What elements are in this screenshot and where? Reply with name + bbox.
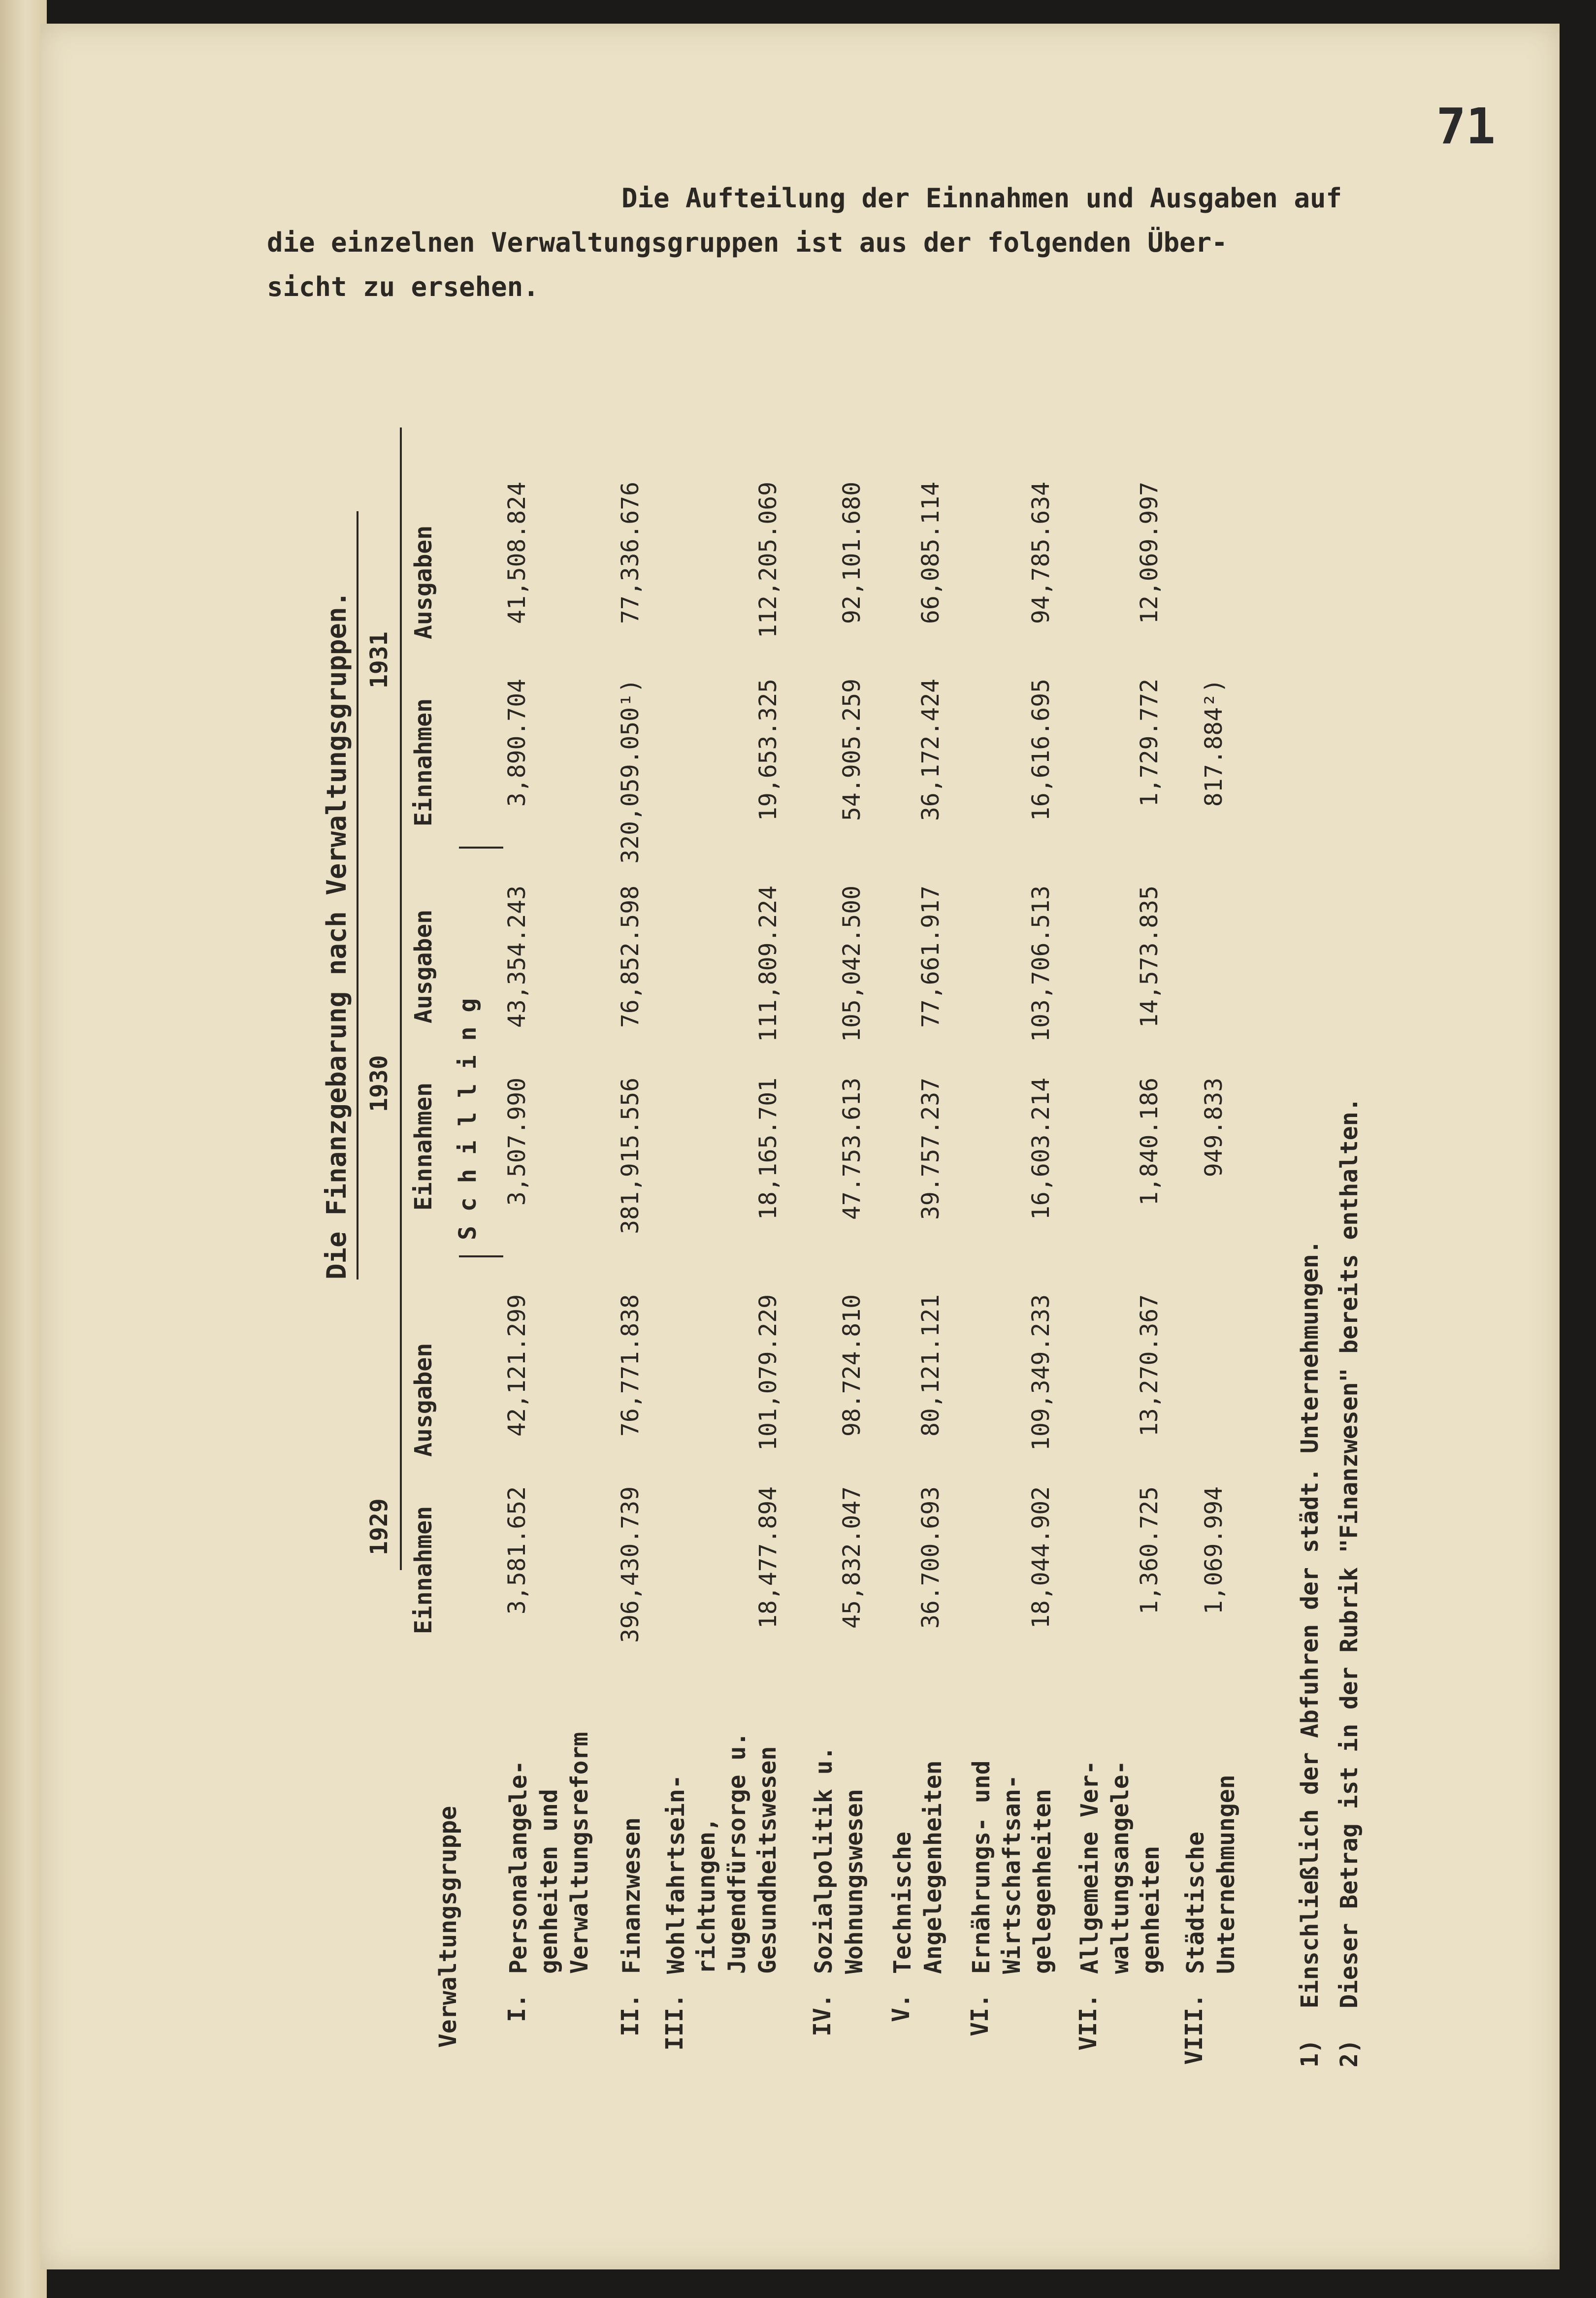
value-ausgaben-1930: 14,573.835: [1136, 886, 1163, 1028]
row-label: Finanzwesen: [618, 1817, 646, 1974]
value-einnahmen-1930: 949.833: [1200, 1078, 1228, 1178]
value-ausgaben-1930: 77,661.917: [917, 886, 945, 1028]
row-number: VIII.: [1180, 1994, 1208, 2065]
value-ausgaben-1929: 109,349.233: [1027, 1294, 1055, 1451]
value-einnahmen-1929: 18,044.902: [1027, 1486, 1055, 1629]
row-label: Personalangele- genheiten und Verwaltungsreform: [505, 1732, 593, 1974]
row-label: Sozialpolitik u. Wohnungswesen: [810, 1746, 868, 1974]
intro-line: sicht zu ersehen.: [267, 271, 539, 302]
intro-line: Die Aufteilung der Einnahmen und Ausgaben auf: [621, 183, 1342, 214]
column-header-group: Verwaltungsgruppe: [434, 1806, 462, 2048]
row-number: IV.: [809, 1994, 836, 2036]
row-number: VII.: [1075, 1994, 1102, 2051]
value-einnahmen-1929: 3,581.652: [503, 1486, 531, 1615]
value-ausgaben-1931: 41,508.824: [503, 482, 531, 624]
header-einnahmen-1929: Einnahmen: [410, 1506, 437, 1634]
value-ausgaben-1929: 13,270.367: [1136, 1294, 1163, 1437]
value-einnahmen-1930: 39.757.237: [917, 1078, 945, 1220]
document-page: [40, 24, 1560, 2269]
footnote-number: 2): [1335, 2039, 1363, 2068]
row-label: Städtische Unternehmungen: [1182, 1774, 1240, 1974]
value-ausgaben-1929: 76,771.838: [617, 1294, 644, 1437]
value-einnahmen-1929: 1,069.994: [1200, 1486, 1228, 1615]
row-number: II.: [617, 1994, 644, 2036]
value-einnahmen-1930: 47.753.613: [838, 1078, 866, 1220]
value-einnahmen-1931: 54.905.259: [838, 679, 866, 821]
row-number: I.: [503, 1994, 531, 2022]
finance-table: [321, 423, 1424, 2068]
value-ausgaben-1930: 43,354.243: [503, 886, 531, 1028]
page-number: 71: [1436, 98, 1496, 155]
value-ausgaben-1931: 92,101.680: [838, 482, 866, 624]
value-ausgaben-1931: 77,336.676: [617, 482, 644, 624]
value-einnahmen-1931: 16,616.695: [1027, 679, 1055, 821]
header-ausgaben-1930: Ausgaben: [410, 909, 437, 1023]
header-ausgaben-1931: Ausgaben: [410, 525, 437, 639]
row-label: Ernährungs- und Wirtschaftsan- gelegenheiten: [968, 1760, 1056, 1974]
intro-paragraph: [267, 176, 1528, 309]
footnote: [1335, 1098, 1363, 2068]
value-einnahmen-1930: 18,165.701: [754, 1078, 782, 1220]
value-einnahmen-1931: 320,059.050¹): [617, 679, 644, 864]
table-title: Die Finanzgebarung nach Verwaltungsgruppen.: [321, 591, 352, 1280]
footnote-number: 1): [1296, 2039, 1324, 2068]
value-ausgaben-1931: 12,069.997: [1136, 482, 1163, 624]
row-number: V.: [887, 1994, 915, 2022]
value-einnahmen-1929: 45,832.047: [838, 1486, 866, 1629]
unit-label: S c h i l l i n g: [454, 998, 482, 1240]
title-underline: [357, 511, 358, 1280]
value-ausgaben-1929: 101,079.229: [754, 1294, 782, 1451]
row-number: III.: [661, 1994, 688, 2051]
value-einnahmen-1929: 396,430.739: [617, 1486, 644, 1643]
header-rule: [400, 427, 402, 1570]
value-einnahmen-1930: 1,840.186: [1136, 1078, 1163, 1206]
header-ausgaben-1929: Ausgaben: [410, 1343, 437, 1457]
intro-line: die einzelnen Verwaltungsgruppen ist aus der folgenden Über-: [267, 227, 1228, 258]
header-einnahmen-1931: Einnahmen: [410, 698, 437, 826]
row-number: VI.: [966, 1994, 994, 2036]
value-einnahmen-1931: 19,653.325: [754, 679, 782, 821]
value-ausgaben-1930: 76,852.598: [617, 886, 644, 1028]
value-einnahmen-1929: 1,360.725: [1136, 1486, 1163, 1615]
value-ausgaben-1930: 103,706.513: [1027, 886, 1055, 1042]
footnote: [1296, 1240, 1324, 2068]
footnote-text: Einschließlich der Abfuhren der städt. Unternehmungen.: [1296, 1240, 1324, 2008]
value-ausgaben-1929: 80,121.121: [917, 1294, 945, 1437]
column-divider: [459, 1255, 503, 1257]
book-binding: [0, 0, 47, 2298]
column-divider: [459, 847, 503, 849]
value-einnahmen-1930: 16,603.214: [1027, 1078, 1055, 1220]
value-einnahmen-1930: 3,507.990: [503, 1078, 531, 1206]
value-ausgaben-1931: 66,085.114: [917, 482, 945, 624]
year-header-1929: 1929: [365, 1498, 393, 1555]
row-label: Wohlfahrtsein- richtungen, Jugendfürsorge u. Gesundheitswesen: [662, 1732, 782, 1974]
footnote-text: Dieser Betrag ist in der Rubrik "Finanzwesen" bereits enthalten.: [1335, 1097, 1363, 2008]
value-einnahmen-1931: 817.884²): [1200, 679, 1228, 807]
value-einnahmen-1931: 36,172.424: [917, 679, 945, 821]
value-einnahmen-1929: 18,477.894: [754, 1486, 782, 1629]
value-ausgaben-1930: 111,809.224: [754, 886, 782, 1042]
year-header-1930: 1930: [365, 1055, 393, 1112]
value-ausgaben-1931: 112,205.069: [754, 482, 782, 638]
value-einnahmen-1931: 1,729.772: [1136, 679, 1163, 807]
year-header-1931: 1931: [365, 631, 393, 689]
value-ausgaben-1929: 42,121.299: [503, 1294, 531, 1437]
row-label: Technische Angelegenheiten: [889, 1760, 947, 1974]
value-einnahmen-1929: 36.700.693: [917, 1486, 945, 1629]
value-ausgaben-1931: 94,785.634: [1027, 482, 1055, 624]
header-einnahmen-1930: Einnahmen: [410, 1082, 437, 1211]
value-einnahmen-1930: 381,915.556: [617, 1078, 644, 1234]
value-ausgaben-1929: 98.724.810: [838, 1294, 866, 1437]
value-ausgaben-1930: 105,042.500: [838, 886, 866, 1042]
value-einnahmen-1931: 3,890.704: [503, 679, 531, 807]
row-label: Allgemeine Ver- waltungsangele- genheiten: [1076, 1760, 1165, 1974]
